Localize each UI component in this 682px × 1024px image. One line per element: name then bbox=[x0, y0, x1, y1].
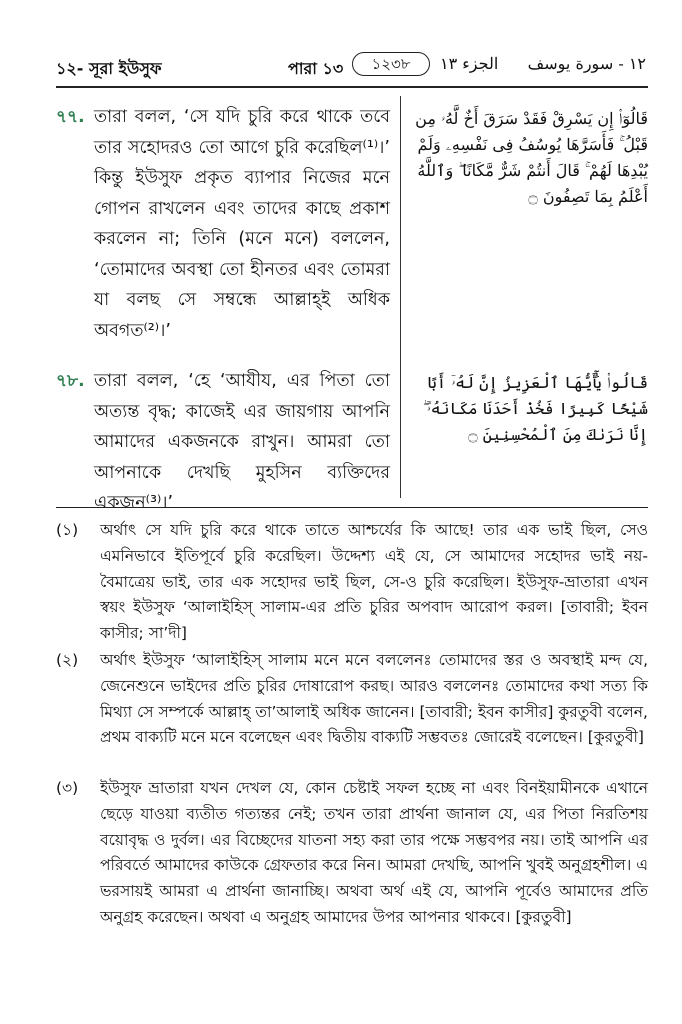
para-label: পারা ১৩ bbox=[288, 59, 344, 78]
verse-78-arabic: قَالُوا۟ يَٰٓأَيُّهَا ٱلْعَزِيزُ إِنَّ لَهُۥٓ أَبًا شَيْخًا كَبِيرًا فَخُذْ أَحَدَنَا مَكَانَهُۥٓ ۖ إِنَّا نَرَىٰكَ مِنَ ٱلْمُحْسِنِينَ ۝ bbox=[422, 373, 648, 444]
verse-number: ৭৭. bbox=[56, 107, 85, 127]
surah-title-arabic: ١٢ - سورة يوسف bbox=[527, 54, 646, 73]
page-number: ১২৩৮ bbox=[352, 52, 430, 76]
footnote-divider bbox=[56, 507, 648, 508]
verse-number: ৭৮. bbox=[56, 371, 85, 391]
footnote-number: (১) bbox=[56, 521, 79, 539]
footnote-text: অর্থাৎ ইউসুফ ‘আলাইহিস্ সালাম মনে মনে বললেনঃ তোমাদের স্তর ও অবস্থাই মন্দ যে, জেনেশুনে ভাইদের প্রতি চুরির দোষারোপ করছ। আরও বললেনঃ তোমাদের কথা সত্য কি মিথ্যা সে সম্পর্কে আল্লাহ্ তা’আলাই অধিক জানেন। [তাবারী; ইবন কাসীর] কুরতুবী বলেন, প্রথম বাক্যটি মনে মনে বলেছেন এবং দ্বিতীয় বাক্যটি সম্ভবতঃ জোরেই বলেছেন। [কুরতুবী] bbox=[100, 651, 648, 747]
page-header bbox=[56, 52, 646, 82]
verse-78-translation bbox=[56, 366, 390, 519]
surah-title-bengali: ১২- সূরা ইউসুফ bbox=[56, 59, 162, 78]
footnote-number: (৩) bbox=[56, 779, 79, 797]
verse-text: তারা বলল, ‘সে যদি চুরি করে থাকে তবে তার সহোদরও তো আগে চুরি করেছিল⁽¹⁾।’ কিন্তু ইউসুফ প্রকৃত ব্যাপার নিজের মনে গোপন রাখলেন এবং তাদের কাছে প্রকাশ করলেন না; তিনি (মনে মনে) বললেন, ‘তোমাদের অবস্থা তো হীনতর এবং তোমরা যা বলছ সে সম্বন্ধে আল্লাহ্ই অধিক অবগত⁽²⁾।’ bbox=[94, 107, 390, 341]
verse-77-arabic: قَالُوٓا۟ إِن يَسْرِقْ فَقَدْ سَرَقَ أَخٌ لَّهُۥ مِن قَبْلُ ۚ فَأَسَرَّهَا يُوسُفُ فِى نَفْسِهِۦ وَلَمْ يُبْدِهَا لَهُمْ ۚ قَالَ أَنتُمْ شَرٌّ مَّكَانًا ۖ وَٱللَّهُ أَعْلَمُ بِمَا تَصِفُونَ ۝ bbox=[415, 109, 648, 206]
juz-label-arabic: الجزء ١٣ bbox=[440, 54, 499, 73]
footnote-text: ইউসুফ ভ্রাতারা যখন দেখল যে, কোন চেষ্টাই সফল হচ্ছে না এবং বিনইয়ামীনকে এখানে ছেড়ে যাওয়া ব্যতীত গত্যন্তর নেই; তখন তারা প্রার্থনা জানাল যে, এর পিতা নিরতিশয় বয়োবৃদ্ধ ও দুর্বল। এর বিচ্ছেদের যাতনা সহ্য করা তার পক্ষে সম্ভবপর নয়। তাই আপনি এর পরিবর্তে আমাদের কাউকে গ্রেফতার করে নিন। আমরা দেখছি, আপনি খুবই অনুগ্রহশীল। এ ভরসায়ই আমরা এ প্রার্থনা জানাচ্ছি। অথবা অর্থ এই যে, আপনি পূর্বেও আমাদের প্রতি অনুগ্রহ করেছেন। অথবা এ অনুগ্রহ আমাদের উপর আপনার থাকবে। [কুরতুবী] bbox=[100, 779, 648, 926]
column-divider bbox=[400, 96, 401, 498]
header-divider bbox=[56, 86, 648, 88]
footnote-3 bbox=[56, 776, 648, 931]
footnote-number: (২) bbox=[56, 651, 79, 669]
verse-text: তারা বলল, ‘হে ‘আযীয, এর পিতা তো অত্যন্ত বৃদ্ধ; কাজেই এর জায়গায় আপনি আমাদের একজনকে রাখুন। আমরা তো আপনাকে দেখছি মুহসিন ব্যক্তিদের একজন⁽³⁾।’ bbox=[94, 371, 390, 513]
footnote-1 bbox=[56, 518, 648, 647]
verse-77-translation bbox=[56, 102, 390, 346]
footnote-text: অর্থাৎ সে যদি চুরি করে থাকে তাতে আশ্চর্যের কি আছে! তার এক ভাই ছিল, সেও এমনিভাবে ইতিপূর্বে চুরি করেছিল। উদ্দেশ্য এই যে, সে আমাদের সহোদর ভাই নয়- বৈমাত্রেয় ভাই, তার এক সহোদর ভাই ছিল, সে-ও চুরি করেছিল। ইউসুফ-ভ্রাতারা এখন স্বয়ং ইউসুফ ‘আলাইহিস্ সালাম-এর প্রতি চুরির অপবাদ আরোপ করল। [তাবারী; ইবন কাসীর; সা’দী] bbox=[100, 521, 648, 643]
footnote-2 bbox=[56, 648, 648, 751]
